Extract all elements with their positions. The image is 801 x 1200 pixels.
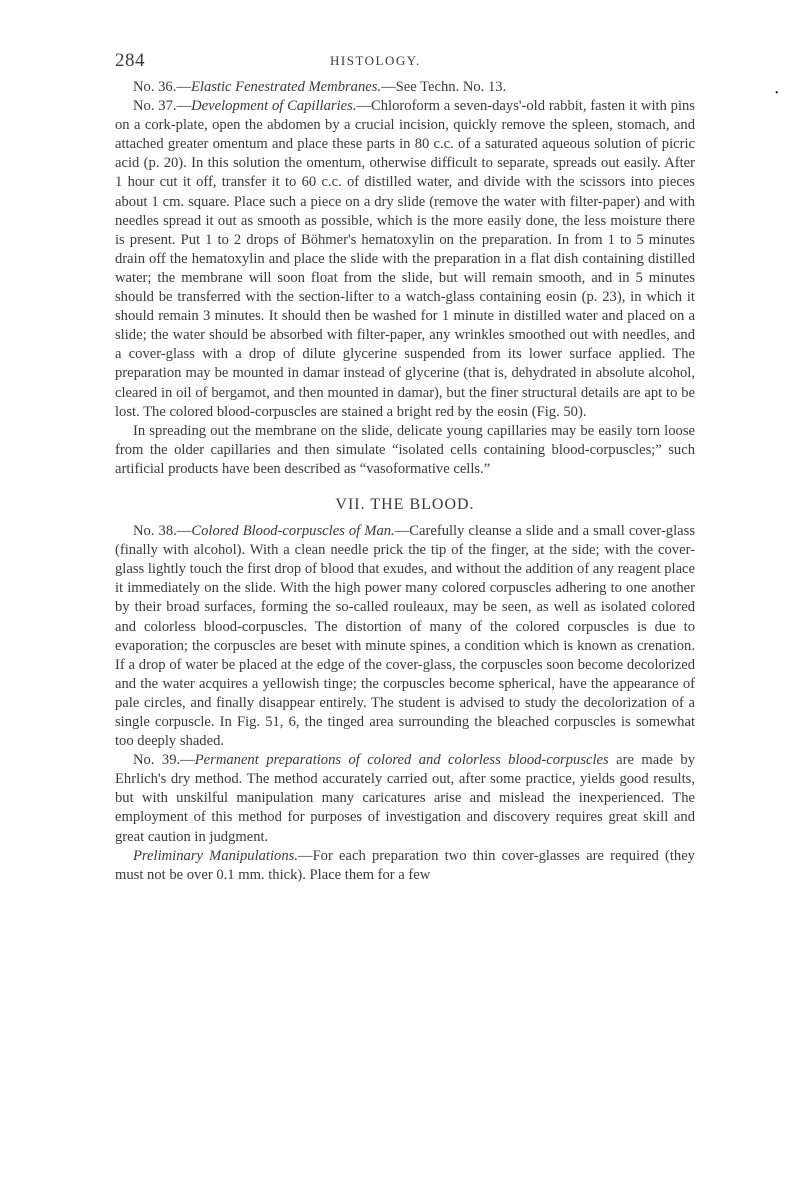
paragraph-text: —Carefully cleanse a slide and a small cover-glass (finally with alcohol). With a clean needle prick the tip of the finger, at the side; with the cover-glass lightly touch the first drop of blood that exudes, and without the addition of any reagent place it immediately on the slide. With the high power many colored corpuscles adhering to one another by their broad surfaces, forming the so-called rouleaux, may be seen, as well as isolated colored and colorless blood-corpuscles. The distortion of many of the colored corpuscles is due to evaporation; the corpuscles are beset with minute spines, a condition which is known as crenation. If a drop of water be placed at the edge of the cover-glass, the corpuscles soon become decolorized and the water acquires a yellowish tinge; the corpuscles become spherical, have the appearance of pale circles, and finally disappear entirely. The student is advised to study the decolorization of a single corpuscle. In Fig. 51, 6, the tinged area surrounding the bleached corpuscles is somewhat too deeply shaded. bbox=[115, 523, 695, 750]
paragraph-preliminary bbox=[115, 847, 695, 885]
paragraph-title: Colored Blood-corpuscles of Man. bbox=[191, 523, 395, 540]
paragraph-text: are made by Ehrlich's dry method. The method accurately carried out, after some practice, yields good results, but with unskilful manipulation many caricatures arise and mislead the inexperienced. The employment of this method for purposes of investigation and discovery requires great skill and great caution in judgment. bbox=[115, 752, 695, 845]
paragraph-no-36 bbox=[115, 78, 695, 97]
paragraph-title: Permanent preparations of colored and colorless blood-corpuscles bbox=[194, 752, 609, 769]
paragraph-title: Development of Capillaries. bbox=[191, 98, 357, 115]
paragraph-title: Preliminary Manipulations. bbox=[133, 847, 298, 864]
paragraph-no-37 bbox=[115, 97, 695, 422]
paragraph-lead: No. 39.— bbox=[133, 752, 195, 769]
paragraph-text: In spreading out the membrane on the slide, delicate young capillaries may be easily torn loose from the older capillaries and then simulate “isolated cells containing blood-corpuscles;” such artificial products have been described as “vasoformative cells.” bbox=[115, 422, 695, 477]
body-text bbox=[115, 78, 695, 885]
paragraph-spreading bbox=[115, 422, 695, 479]
paragraph-text: —For each preparation two thin cover-glasses are required (they must not be over 0.1 mm. thick). Place them for a few bbox=[115, 847, 695, 883]
paragraph-no-38 bbox=[115, 522, 695, 751]
paragraph-title: Elastic Fenestrated Membranes. bbox=[190, 79, 382, 95]
paragraph-text: —Chloroform a seven-days'-old rabbit, fasten it with pins on a cork-plate, open the abdomen by a crucial incision, quickly remove the spleen, stomach, and attached greater omentum and place these parts in 80 c.c. of a saturated aqueous solution of picric acid (p. 20). In this solution the omentum, otherwise difficult to separate, spreads out easily. After 1 hour cut it off, transfer it to 60 c.c. of distilled water, and divide with the scissors into pieces about 1 cm. square. Place such a piece on a dry slide (remove the water with filter-paper) and with needles spread it out as smooth as possible, which is the more easily done, the less moisture there is present. Put 1 to 2 drops of Böhmer's hematoxylin on the preparation. In from 1 to 5 minutes drain off the hematoxylin and place the slide with the preparation in a flat dish containing distilled water; the membrane will soon float from the slide, but will remain smooth, and in 5 minutes should be transferred with the section-lifter to a watch-glass containing eosin (p. 23), in which it should remain 3 minutes. It should then be washed for 1 minute in distilled water and placed on a slide; the water should be absorbed with filter-paper, any wrinkles smoothed out with needles, and a cover-glass with a drop of dilute glycerine suspended from its lower surface applied. The preparation may be mounted in damar instead of glycerine (that is, dehydrated in absolute alcohol, cleared in oil of bergamot, and then mounted in damar), but the finer structural details are apt to be lost. The colored blood-corpuscles are stained a bright red by the eosin (Fig. 50). bbox=[115, 98, 695, 420]
paragraph-lead: No. 38.— bbox=[133, 523, 192, 540]
section-heading: VII. THE BLOOD. bbox=[335, 495, 475, 513]
running-head bbox=[115, 50, 715, 74]
paragraph-lead: No. 36.— bbox=[133, 79, 191, 95]
paragraph-lead: No. 37.— bbox=[133, 98, 192, 115]
page-number: 284 bbox=[115, 50, 145, 71]
margin-mark: • bbox=[775, 88, 779, 99]
running-title: HISTOLOGY. bbox=[330, 53, 421, 68]
paragraph-text: —See Techn. No. 13. bbox=[381, 79, 507, 95]
paragraph-no-39 bbox=[115, 751, 695, 846]
